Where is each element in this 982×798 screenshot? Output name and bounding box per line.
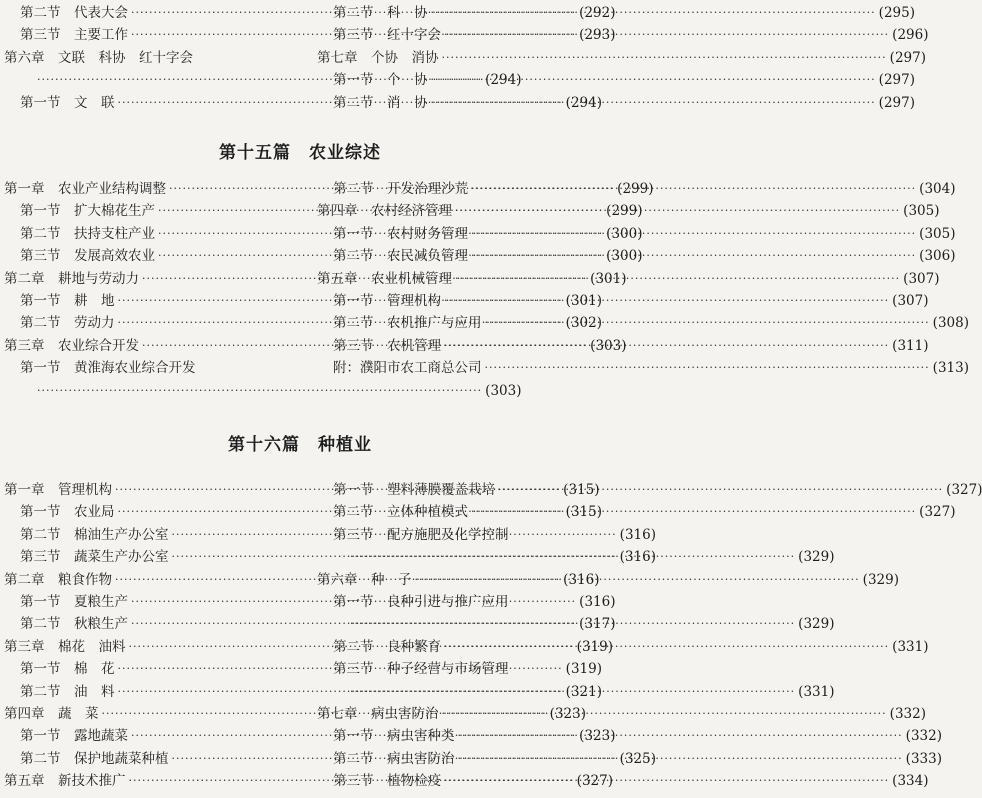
toc-entry-page: (294)	[485, 72, 522, 89]
toc-entry-page: (327)	[576, 773, 613, 790]
toc-entry-page: (305)	[903, 203, 940, 220]
toc-entry-page: (333)	[905, 750, 942, 767]
toc-entry	[317, 290, 929, 312]
toc-entry-page: (315)	[563, 482, 600, 498]
toc-entry-label: 第二节 保护地蔬菜种植	[20, 750, 169, 767]
toc-entry-page: (331)	[798, 683, 835, 700]
toc-entry-page: (294)	[565, 94, 602, 111]
toc-entry-page: (297)	[878, 94, 915, 111]
toc-entry-label: 第六章 种 子	[317, 571, 412, 588]
toc-entry-page: (323)	[549, 706, 586, 722]
toc-entry-page: (323)	[579, 728, 616, 745]
toc-entry-page: (325)	[619, 750, 656, 767]
leader-dots	[37, 380, 482, 402]
toc-entry	[317, 658, 598, 680]
leader-dots	[431, 69, 876, 91]
toc-entry-label: 附：濮阳市农工商总公司	[333, 360, 482, 377]
toc-entry	[317, 312, 969, 334]
toc-entry-label: 第一节 文 联	[20, 94, 115, 111]
toc-entry-label: 第一节 良种引进与推广应用	[333, 594, 509, 610]
toc-entry-label: 第二节 扶持支柱产业	[20, 225, 155, 242]
leader-dots	[444, 290, 889, 312]
toc-entry-label: 第一节 农业局	[20, 504, 115, 521]
toc-entry-page: (317)	[579, 616, 616, 633]
leader-dots	[485, 357, 930, 379]
toc-entry-label: 第三节 农机管理	[333, 337, 441, 354]
toc-entry-label: 第一节 农村财务管理	[333, 225, 468, 242]
toc-entry-page: (327)	[946, 482, 982, 498]
toc-entry	[317, 591, 598, 613]
toc-entry	[317, 2, 915, 24]
toc-entry-label: 第一节 个 协	[333, 72, 428, 89]
leader-dots	[350, 681, 795, 703]
toc-entry	[317, 703, 926, 725]
toc-entry-page: (313)	[932, 360, 969, 377]
toc-entry-label: 第二节 劳动力	[20, 315, 115, 332]
leader-dots	[471, 178, 916, 200]
toc-entry	[4, 47, 296, 69]
toc-entry-label: 第三节 植物检疫	[333, 773, 441, 790]
toc-entry-label: 第三节 红十字会	[333, 27, 441, 44]
toc-entry-label: 第二章 耕地与劳动力	[4, 270, 139, 287]
toc-entry-page: (297)	[878, 72, 915, 89]
toc-entry	[317, 524, 598, 546]
toc-entry-page: (315)	[565, 504, 602, 521]
toc-entry-label: 第二节 病虫害防治	[333, 750, 455, 767]
toc-entry-page: (299)	[606, 203, 643, 220]
toc-entry-page: (297)	[889, 49, 926, 66]
leader-dots	[444, 24, 889, 46]
toc-entry-page: (332)	[889, 706, 926, 722]
toc-entry	[317, 479, 982, 501]
toc-entry-label: 第二章 粮食作物	[4, 571, 112, 588]
leader-dots	[350, 546, 795, 568]
toc-entry-label: 第二节 秋粮生产	[20, 616, 128, 633]
leader-dots	[471, 223, 916, 245]
toc-entry-label: 第二节 代表大会	[20, 5, 128, 21]
leader-dots	[444, 335, 889, 357]
leader-dots	[431, 92, 876, 114]
toc-entry-page: (316)	[563, 571, 600, 588]
toc-entry-label: 第三章 棉花 油料	[4, 638, 126, 655]
toc-entry-page: (300)	[606, 225, 643, 242]
toc-entry	[317, 613, 835, 635]
leader-dots	[444, 636, 889, 658]
toc-entry	[317, 681, 835, 703]
toc-entry-page: (316)	[619, 549, 656, 566]
toc-entry-label: 第一节 黄淮海农业综合开发	[20, 360, 196, 377]
toc-entry	[317, 569, 899, 591]
toc-entry-label: 第二节 科 协	[333, 5, 428, 21]
toc-entry-label: 第二节 棉油生产办公室	[20, 526, 169, 543]
toc-entry	[4, 613, 616, 635]
leader-dots	[444, 770, 889, 792]
toc-entry	[4, 681, 602, 703]
toc-entry	[4, 357, 296, 379]
leader-dots	[442, 47, 887, 69]
toc-entry-label: 第七章 病虫害防治	[317, 706, 439, 722]
toc-entry-page: (307)	[903, 270, 940, 287]
toc-entry-label: 第二节 农民减负管理	[333, 248, 468, 265]
toc-entry-page: (316)	[619, 526, 656, 543]
toc-entry-label: 第三节 发展高效农业	[20, 248, 155, 265]
leader-dots	[431, 2, 876, 24]
toc-entry-label: 第一节 夏粮生产	[20, 594, 128, 610]
toc-entry-page: (308)	[932, 315, 969, 332]
toc-entry-label: 第一节 扩大棉花生产	[20, 203, 155, 220]
toc-entry	[317, 357, 969, 379]
toc-entry	[317, 47, 926, 69]
leader-dots	[498, 479, 943, 501]
toc-entry-page: (292)	[579, 5, 616, 21]
toc-entry-label: 第一节 露地蔬菜	[20, 728, 128, 745]
toc-entry-page: (301)	[590, 270, 627, 287]
toc-entry-page: (332)	[905, 728, 942, 745]
leader-dots	[485, 312, 930, 334]
toc-entry-label: 第三节 种子经营与市场管理	[333, 661, 509, 678]
toc-entry-label: 第二节 农机推广与应用	[333, 315, 482, 332]
toc-entry-page: (307)	[892, 293, 929, 309]
toc-entry	[317, 770, 929, 792]
toc-entry-label: 第二节 油 料	[20, 683, 115, 700]
toc-entry-page: (304)	[919, 181, 956, 197]
toc-entry-label: 第一节 病虫害种类	[333, 728, 455, 745]
part-15-title: 第十五篇 农业综述	[219, 143, 381, 163]
toc-entry-page: (295)	[878, 5, 915, 21]
toc-entry-label: 第三节 配方施肥及化学控制	[333, 526, 509, 543]
toc-entry-label: 第五章 新技术推广	[4, 773, 126, 790]
toc-entry-label: 第一章 农业产业结构调整	[4, 181, 166, 197]
toc-entry-label: 第七章 个协 消协	[317, 49, 439, 66]
leader-dots	[458, 725, 903, 747]
toc-entry-page: (305)	[919, 225, 956, 242]
toc-entry-page: (329)	[798, 616, 835, 633]
toc-entry-page: (301)	[565, 293, 602, 309]
leader-dots	[471, 245, 916, 267]
toc-entry	[317, 92, 915, 114]
toc-entry	[317, 69, 915, 91]
toc-entry-label: 第一节 管理机构	[333, 293, 441, 309]
toc-entry-page: (300)	[606, 248, 643, 265]
toc-entry-label: 第三节 主要工作	[20, 27, 128, 44]
toc-entry-page: (334)	[892, 773, 929, 790]
leader-dots	[471, 501, 916, 523]
toc-entry-label: 第三章 农业综合开发	[4, 337, 139, 354]
toc-entry-page: (303)	[485, 382, 522, 399]
toc-entry-label: 第一节 塑料薄膜覆盖栽培	[333, 482, 495, 498]
toc-entry	[317, 725, 942, 747]
leader-dots	[455, 200, 900, 222]
toc-entry-label: 第一节 棉 花	[20, 661, 115, 678]
toc-entry-page: (296)	[892, 27, 929, 44]
toc-entry-label: 第一节 耕 地	[20, 293, 115, 309]
toc-entry-page: (302)	[565, 315, 602, 332]
toc-entry	[317, 636, 929, 658]
toc-entry	[317, 501, 956, 523]
toc-entry-label: 第三节 蔬菜生产办公室	[20, 549, 169, 566]
toc-entry-page: (327)	[919, 504, 956, 521]
toc-entry-label: 第六章 文联 科协 红十字会	[4, 49, 193, 66]
toc-entry	[317, 24, 929, 46]
toc-entry-label: 第二节 消 协	[333, 94, 428, 111]
toc-entry-label: 第五章 农业机械管理	[317, 270, 452, 287]
leader-dots	[350, 613, 795, 635]
toc-entry-page: (306)	[919, 248, 956, 265]
leader-dots	[455, 268, 900, 290]
leader-dots	[442, 703, 887, 725]
toc-entry-label: 第四章 蔬 菜	[4, 706, 99, 722]
toc-entry-page: (299)	[617, 181, 654, 197]
toc-entry-page: (303)	[590, 337, 627, 354]
toc-entry-label: 第二节 良种繁育	[333, 638, 441, 655]
part-16-title: 第十六篇 种植业	[228, 435, 372, 455]
toc-entry-label: 第一章 管理机构	[4, 482, 112, 498]
toc-entry	[4, 546, 656, 568]
toc-entry	[4, 380, 522, 402]
toc-entry-page: (321)	[565, 683, 602, 700]
toc-entry-page: (319)	[576, 638, 613, 655]
toc-entry-page: (319)	[565, 661, 602, 678]
leader-dots	[458, 748, 903, 770]
toc-entry-page: (331)	[892, 638, 929, 655]
toc-entry-page: (329)	[798, 549, 835, 566]
toc-entry-page: (311)	[892, 337, 929, 354]
toc-entry-page: (329)	[862, 571, 899, 588]
toc-entry-page: (293)	[579, 27, 616, 44]
toc-entry-label: 第二节 立体种植模式	[333, 504, 468, 521]
toc-entry-page: (316)	[579, 594, 616, 610]
toc-entry-label: 第四章 农村经济管理	[317, 203, 452, 220]
leader-dots	[415, 569, 860, 591]
toc-entry-label: 第二节 开发治理沙荒	[333, 181, 468, 197]
